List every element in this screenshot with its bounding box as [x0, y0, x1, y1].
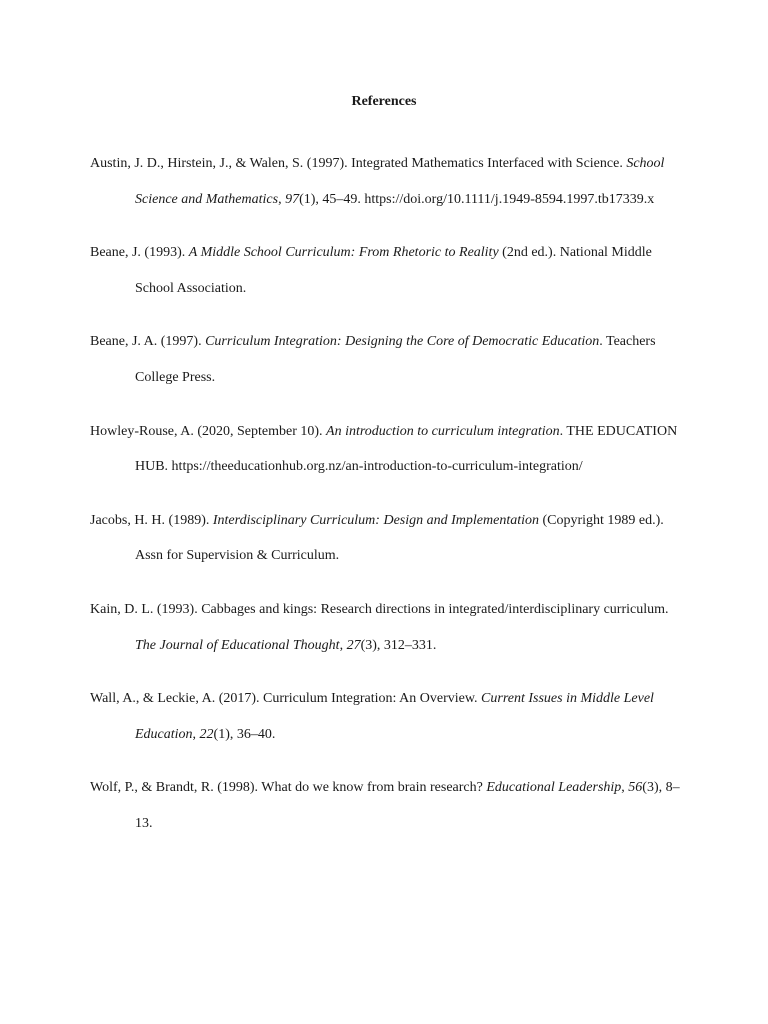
reference-italic-text: A Middle School Curriculum: From Rhetoric to Reality [188, 245, 499, 261]
reference-list [90, 146, 690, 860]
reference-italic-text: 97 [285, 191, 300, 207]
reference-entry [90, 503, 690, 574]
reference-text: , [339, 637, 347, 653]
reference-text: Wall, A., & Leckie, A. (2017). Curriculum Integration: An Overview. [90, 691, 482, 707]
reference-italic-text: Current Issues in Middle Level Education [135, 691, 654, 742]
reference-text: (3), 8–13. [135, 780, 680, 831]
reference-text: . THE EDUCATION HUB. https://theeducationhub.org.nz/an-introduction-to-curriculum-integration/ [135, 423, 678, 475]
reference-text: Beane, J. A. (1997). [90, 334, 206, 350]
reference-text: . Teachers College Press. [135, 334, 656, 385]
reference-text: Howley-Rouse, A. (2020, September 10). [90, 423, 327, 439]
reference-entry [90, 770, 690, 841]
reference-text: (2nd ed.). National Middle School Association. [135, 245, 652, 296]
page-title: References [351, 94, 417, 109]
reference-entry [90, 146, 690, 217]
reference-text: (3), 312–331. [360, 637, 437, 653]
reference-entry [90, 324, 690, 395]
reference-text: , [621, 780, 629, 796]
reference-italic-text: An introduction to curriculum integration [326, 423, 560, 439]
reference-italic-text: School Science and Mathematics [135, 156, 665, 207]
reference-italic-text: Curriculum Integration: Designing the Core of Democratic Education [205, 334, 600, 350]
reference-entry [90, 235, 690, 306]
reference-text: (1), 45–49. https://doi.org/10.1111/j.1949-8594.1997.tb17339.x [299, 191, 655, 207]
reference-entry [90, 681, 690, 752]
reference-text: (1), 36–40. [213, 726, 276, 742]
reference-text: , [192, 726, 200, 742]
reference-italic-text: 22 [199, 726, 214, 742]
reference-italic-text: 27 [346, 637, 361, 653]
reference-text: Austin, J. D., Hirstein, J., & Walen, S. (1997). Integrated Mathematics Interfaced with Science. [90, 156, 627, 171]
reference-italic-text: Educational Leadership [486, 780, 622, 796]
reference-text: , [278, 191, 286, 207]
reference-italic-text: Interdisciplinary Curriculum: Design and Implementation [212, 512, 539, 528]
reference-text: Jacobs, H. H. (1989). [90, 512, 213, 528]
reference-entry [90, 414, 690, 485]
reference-entry [90, 592, 690, 663]
reference-italic-text: The Journal of Educational Thought [135, 637, 340, 653]
reference-italic-text: 56 [628, 780, 643, 796]
reference-text: Kain, D. L. (1993). Cabbages and kings: Research directions in integrated/interdisciplinary curriculum. [90, 601, 669, 617]
reference-text: Wolf, P., & Brandt, R. (1998). What do we know from brain research? [90, 780, 487, 796]
reference-text: Beane, J. (1993). [90, 245, 189, 261]
reference-text: (Copyright 1989 ed.). Assn for Supervision & Curriculum. [135, 512, 664, 564]
